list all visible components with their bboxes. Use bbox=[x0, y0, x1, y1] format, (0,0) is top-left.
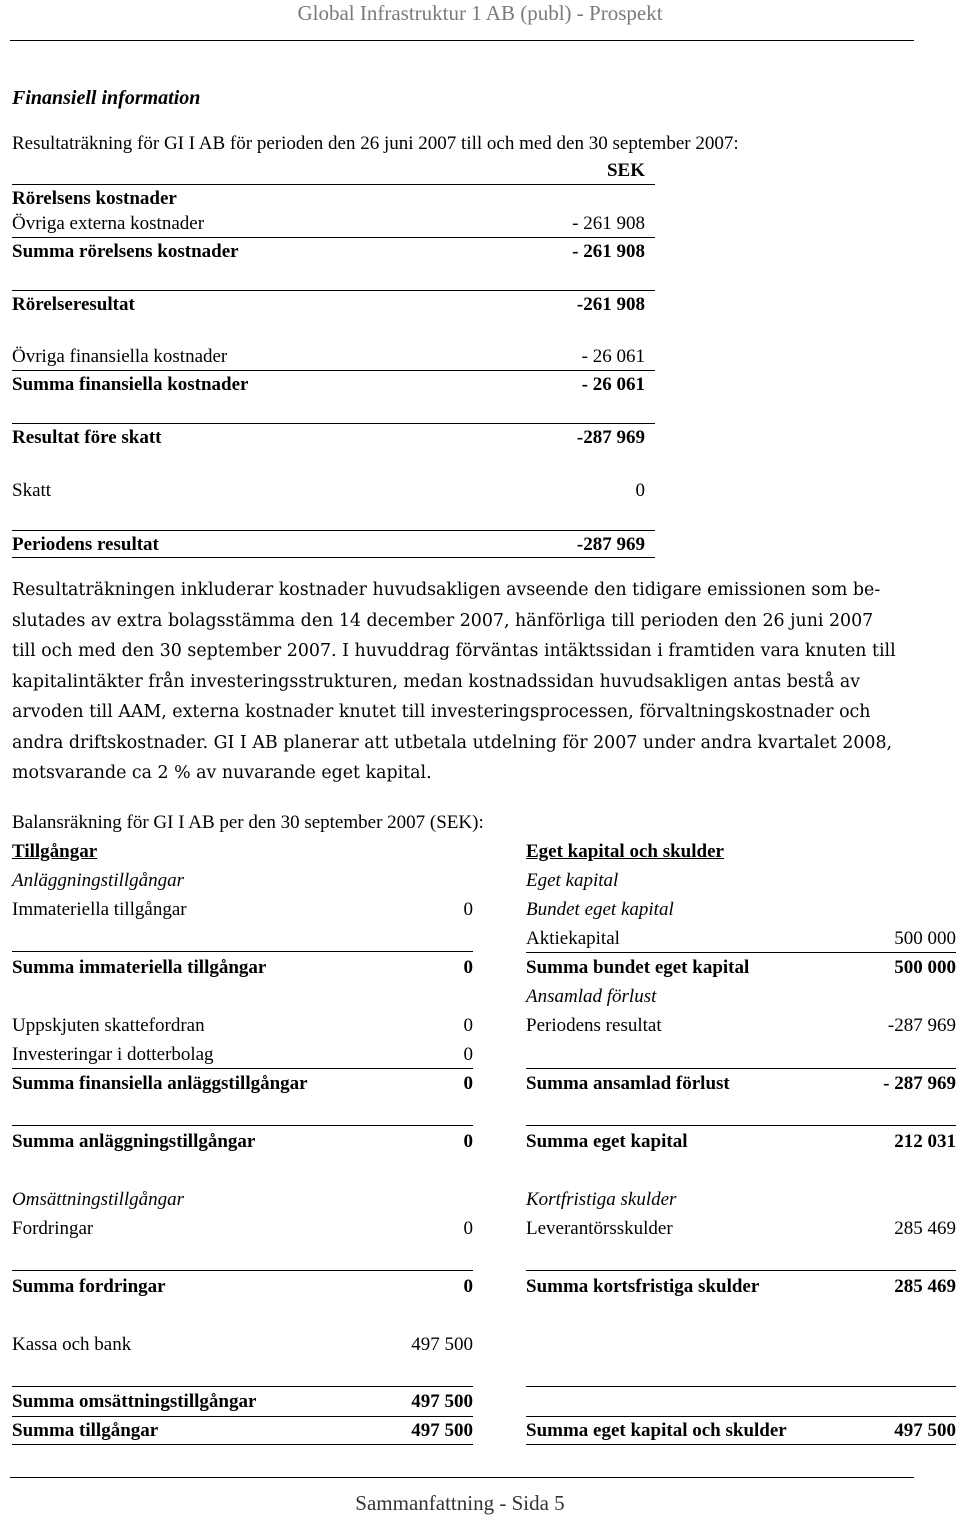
asset-row-label: Summa anläggningstillgångar bbox=[12, 1131, 256, 1152]
income-row-label: Övriga finansiella kostnader bbox=[12, 346, 228, 367]
asset-row-label: Summa immateriella tillgångar bbox=[12, 957, 267, 978]
income-divider-4 bbox=[12, 370, 655, 371]
assets-divider bbox=[12, 1125, 473, 1126]
equity-row-value: 212 031 bbox=[894, 1131, 956, 1152]
commentary-line: andra driftskostnader. GI I AB planerar att utbetala utdelning för 2007 under andra kvartalet 2008, bbox=[12, 732, 893, 753]
equity-divider bbox=[526, 1416, 956, 1417]
equity-row-label: Summa eget kapital bbox=[526, 1131, 688, 1152]
income-row-label: Övriga externa kostnader bbox=[12, 213, 205, 234]
income-row-value: - 26 061 bbox=[581, 346, 645, 367]
equity-row-value: 285 469 bbox=[894, 1276, 956, 1297]
income-row-value: - 26 061 bbox=[581, 374, 645, 395]
equity-divider bbox=[526, 952, 956, 953]
assets-divider bbox=[12, 1386, 473, 1387]
asset-row-label: Investeringar i dotterbolag bbox=[12, 1044, 214, 1065]
income-divider-2 bbox=[12, 237, 655, 238]
asset-row-value: 0 bbox=[463, 1218, 473, 1239]
assets-divider bbox=[12, 951, 473, 952]
equity-row-value: 285 469 bbox=[894, 1218, 956, 1239]
current-assets-heading: Omsättningstillgångar bbox=[12, 1189, 185, 1210]
asset-row-label: Summa finansiella anläggstillgångar bbox=[12, 1073, 308, 1094]
short-term-liabilities-heading: Kortfristiga skulder bbox=[526, 1189, 677, 1210]
commentary-line: slutades av extra bolagsstämma den 14 december 2007, hänförliga till perioden den 26 juni 2007 bbox=[12, 610, 874, 631]
equity-divider bbox=[526, 1125, 956, 1126]
income-row-label: Rörelseresultat bbox=[12, 294, 135, 315]
equity-row-label: Summa eget kapital och skulder bbox=[526, 1420, 787, 1441]
asset-row-value: 497 500 bbox=[411, 1334, 473, 1355]
income-row-label: Resultat före skatt bbox=[12, 427, 162, 448]
commentary-paragraph bbox=[12, 575, 912, 789]
income-divider-1 bbox=[12, 184, 655, 185]
income-statement-intro: Resultaträkning för GI I AB för perioden den 26 juni 2007 till och med den 30 september 2007: bbox=[12, 133, 739, 154]
commentary-line: till och med den 30 september 2007. I huvuddrag förväntas intäktssidan i framtiden vara knuten till bbox=[12, 641, 896, 661]
asset-row-value: 0 bbox=[463, 1276, 473, 1297]
assets-heading: Tillgångar bbox=[12, 841, 98, 862]
asset-row-value: 0 bbox=[463, 1044, 473, 1065]
asset-row-label: Summa fordringar bbox=[12, 1276, 166, 1297]
income-row-value: - 261 908 bbox=[572, 213, 645, 234]
equity-row-value: -287 969 bbox=[887, 1015, 956, 1036]
equity-heading: Eget kapital bbox=[526, 870, 619, 891]
asset-row-value: 0 bbox=[463, 957, 473, 978]
equity-row-value: 500 000 bbox=[894, 928, 956, 949]
asset-row-value: 0 bbox=[463, 1073, 473, 1094]
income-row-value: 0 bbox=[635, 480, 645, 501]
asset-row-label: Kassa och bank bbox=[12, 1334, 132, 1355]
fixed-assets-heading: Anläggningstillgångar bbox=[12, 870, 185, 891]
assets-divider bbox=[12, 1416, 473, 1417]
income-row-label: Periodens resultat bbox=[12, 534, 159, 555]
equity-divider bbox=[526, 1386, 956, 1387]
income-divider-3 bbox=[12, 290, 655, 291]
income-divider-7 bbox=[12, 557, 655, 558]
section-title: Finansiell information bbox=[12, 87, 201, 109]
assets-divider bbox=[12, 1068, 473, 1069]
balance-sheet-intro: Balansräkning för GI I AB per den 30 september 2007 (SEK): bbox=[12, 812, 484, 833]
income-row-value: -287 969 bbox=[576, 427, 645, 448]
assets-divider bbox=[12, 1444, 473, 1445]
income-row-label: Summa finansiella kostnader bbox=[12, 374, 249, 395]
asset-row-value: 497 500 bbox=[411, 1420, 473, 1441]
asset-row-value: 0 bbox=[463, 899, 473, 920]
equity-row-value: 500 000 bbox=[894, 957, 956, 978]
equity-row-value: 497 500 bbox=[894, 1420, 956, 1441]
footer-page-label: Sammanfattning - Sida 5 bbox=[355, 1491, 565, 1515]
asset-row-label: Fordringar bbox=[12, 1218, 94, 1239]
equity-row-label: Summa bundet eget kapital bbox=[526, 957, 750, 978]
assets-divider bbox=[12, 1270, 473, 1271]
income-row-label: Skatt bbox=[12, 480, 52, 501]
currency-label: SEK bbox=[606, 160, 645, 181]
income-row-label: Summa rörelsens kostnader bbox=[12, 241, 239, 262]
commentary-line: arvoden till AAM, externa kostnader knutet till investeringsprocessen, förvaltningskostnader och bbox=[12, 702, 871, 722]
income-divider-6 bbox=[12, 530, 655, 531]
commentary-line: kapitalintäkter från investeringsstrukturen, medan kostnadssidan huvudsakligen antas bestå av bbox=[12, 671, 861, 692]
income-row-value: -287 969 bbox=[576, 534, 645, 555]
document-header-title: Global Infrastruktur 1 AB (publ) - Prospekt bbox=[297, 1, 663, 25]
asset-row-label: Immateriella tillgångar bbox=[12, 899, 187, 920]
asset-row-label: Uppskjuten skattefordran bbox=[12, 1015, 205, 1036]
asset-row-value: 497 500 bbox=[411, 1391, 473, 1412]
equity-row-label: Aktiekapital bbox=[526, 928, 620, 949]
commentary-line: motsvarande ca 2 % av nuvarande eget kapital. bbox=[12, 763, 432, 783]
asset-row-label: Summa tillgångar bbox=[12, 1420, 159, 1441]
restricted-equity-heading: Bundet eget kapital bbox=[526, 899, 674, 920]
equity-row-label: Leverantörsskulder bbox=[526, 1218, 673, 1239]
equity-divider bbox=[526, 1444, 956, 1445]
equity-row-label: Summa kortsfristiga skulder bbox=[526, 1276, 760, 1297]
footer-divider bbox=[10, 1477, 914, 1478]
equity-row-label: Summa ansamlad förlust bbox=[526, 1073, 730, 1094]
asset-row-label: Summa omsättningstillgångar bbox=[12, 1391, 257, 1412]
equity-liabilities-heading: Eget kapital och skulder bbox=[526, 841, 724, 862]
asset-row-value: 0 bbox=[463, 1015, 473, 1036]
income-divider-5 bbox=[12, 423, 655, 424]
equity-row-value: - 287 969 bbox=[883, 1073, 956, 1094]
accumulated-loss-heading: Ansamlad förlust bbox=[526, 986, 657, 1007]
income-row-value: - 261 908 bbox=[572, 241, 645, 262]
equity-divider bbox=[526, 1270, 956, 1271]
equity-divider bbox=[526, 1068, 956, 1069]
asset-row-value: 0 bbox=[463, 1131, 473, 1152]
commentary-line: Resultaträkningen inkluderar kostnader huvudsakligen avseende den tidigare emissionen som be- bbox=[12, 580, 881, 600]
income-row-value: -261 908 bbox=[576, 294, 645, 315]
header-divider bbox=[10, 40, 914, 41]
group-heading-operating-costs: Rörelsens kostnader bbox=[12, 188, 177, 209]
equity-row-label: Periodens resultat bbox=[526, 1015, 662, 1036]
